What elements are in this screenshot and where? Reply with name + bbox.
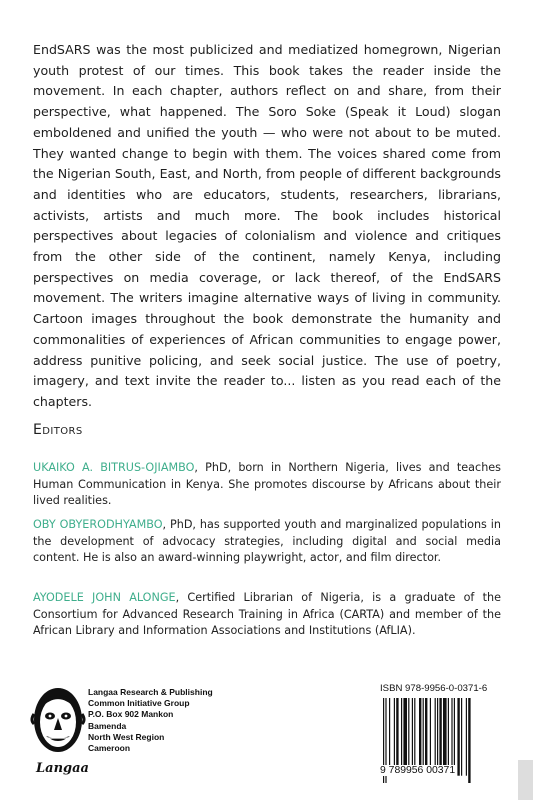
editor-name: OBY OBYERODHYAMBO xyxy=(33,518,163,531)
publisher-line: P.O. Box 902 Mankon xyxy=(88,709,174,720)
publisher-line: Common Initiative Group xyxy=(88,698,190,709)
barcode-digits: 9 789956 00371 xyxy=(380,765,456,776)
editor-bio xyxy=(33,460,501,510)
logo-wordmark: Langaa xyxy=(36,761,89,776)
isbn-block xyxy=(380,683,515,795)
editor-bio xyxy=(33,590,501,640)
publisher-address xyxy=(88,687,213,754)
editor-name: UKAIKO A. BITRUS-OJIAMBO xyxy=(33,461,195,474)
publisher-block xyxy=(30,680,260,780)
editor-bio-text: , PhD, born in Northern Nigeria, lives and teaches Human Communication in Kenya. She promotes discourse by Africans about their lived realities. xyxy=(33,461,501,508)
publisher-line: Langaa Research & Publishing xyxy=(88,687,213,697)
isbn-label: ISBN 978-9956-0-0371-6 xyxy=(380,683,488,694)
publisher-line: North West Region xyxy=(88,731,165,742)
editor-bio xyxy=(33,517,501,567)
langaa-logo-icon xyxy=(30,680,92,780)
editors-heading: Editors xyxy=(33,422,83,438)
publisher-line: Cameroon xyxy=(88,743,131,754)
editor-name: AYODELE JOHN ALONGE xyxy=(33,591,176,604)
cover-edge xyxy=(518,760,533,800)
editor-bio-text: , Certified Librarian of Nigeria, is a graduate of the Consortium for Advanced Research Training in Africa (CARTA) and member of the African Library and Information Associations and Institutions (AfLIA). xyxy=(33,591,501,638)
book-description: EndSARS was the most publicized and mediatized homegrown, Nigerian youth protest of our times. This book takes the reader inside the movement. In each chapter, authors reflect on and share, from their perspective, what happened. The Soro Soke (Speak it Loud) slogan emboldened and unified the youth — who were not about to be muted. They wanted change to begin with them. The voices shared come from the Nigerian South, East, and North, from people of different backgrounds and identities who are educators, students, researchers, librarians, activists, artists and much more. The book includes historical perspectives about legacies of colonialism and violence and critiques from the other side of the continent, namely Kenya, including perspectives on media coverage, or lack thereof, of the EndSARS movement. The writers imagine alternative ways of living in community. Cartoon images throughout the book demonstrate the humanity and commonalities of experiences of African communities to engage power, address punitive policing, and seek social justice. The use of poetry, imagery, and text invite the reader to... listen as you read each of the chapters. xyxy=(33,42,501,409)
editor-bio-text: , PhD, has supported youth and marginalized populations in the development of advocacy strategies, including digital and social media content. He is also an award-winning playwright, actor, and film director. xyxy=(33,518,501,565)
publisher-line: Bamenda xyxy=(88,720,127,731)
